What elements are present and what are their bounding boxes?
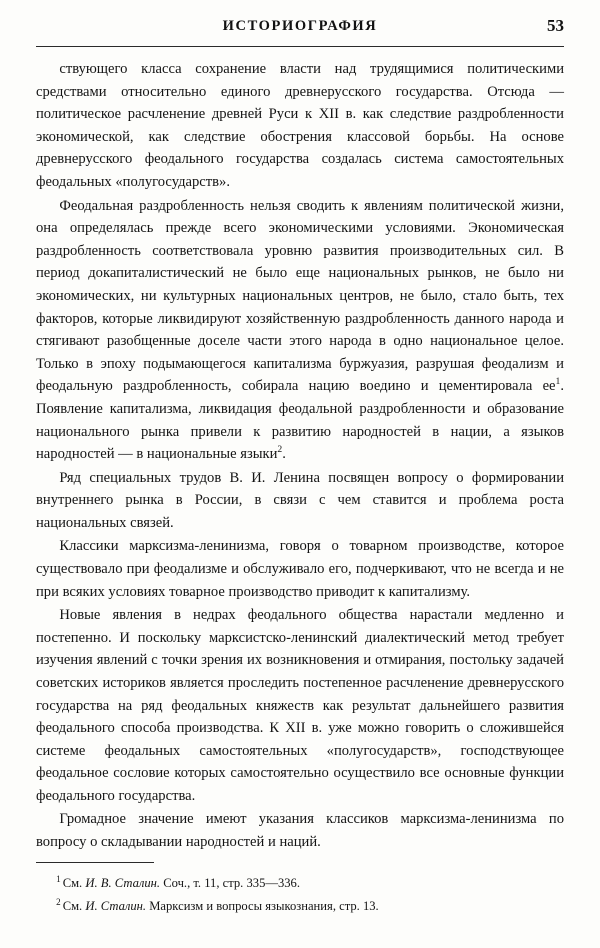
- paragraph-2-part-1: Феодальная раздробленность нельзя сводить к явлениям политической жизни, она определялась прежде всего экономическими условиями. Экономическая раздробленность соответствовала уровню развития производительных сил. В период докапиталистический не было еще национальных рынков, не было ни экономических, ни культурных национальных центров, не было, стало быть, тех факторов, которые ликвидируют хозяйственную раздробленность данного народа и стягивают разобщенные доселе части этого народа в одно национальное целое. Только в эпоху подымающегося капитализма буржуазия, разрушая феодализм и феодальную раздробленность, собирала нацию воедино и цементировала ее: [36, 197, 564, 395]
- paragraph-2-part-2: . Появление капитализма, ликвидация феодальной раздробленности и образование национального рынка привели к развитию народностей в нации, а языков народностей — в национальные языки: [36, 378, 564, 463]
- paragraph-1: ствующего класса сохранение власти над трудящимися политическими средствами относительно единого древнерусского государства. Отсюда — политическое расчленение древней Руси к XII в. как следствие раздробленности экономической, как следствие обострения классовой борьбы. На основе древнерусского феодального государства создалась система самостоятельных феодальных «полугосударств».: [36, 61, 564, 191]
- footnote-2: [36, 895, 564, 916]
- paragraph-6: Громадное значение имеют указания классиков марксизма-ленинизма по вопросу о складывании народностей и наций.: [36, 811, 564, 851]
- footnote-2-prefix: См.: [62, 899, 86, 914]
- footnotes-block: [36, 872, 564, 919]
- header-divider: [36, 46, 564, 47]
- footnote-divider: [36, 862, 154, 863]
- footnote-1: [36, 872, 564, 893]
- paragraph-5: Новые явления в недрах феодального общества нарастали медленно и постепенно. И поскольку марксистско-ленинский диалектический метод требует изучения явлений с точки зрения их возникновения и отмирания, постольку задачей советских историков является проследить постепенное расчленение древнерусского государства на ряд феодальных княжеств как результат дальнейшего развития феодального способа производства. К XII в. уже можно говорить о сложившейся системе феодальных самостоятельных «полугосударств», господствующее феодальное сословие которых самостоятельно осуществило все основные функции феодального государства.: [36, 607, 564, 804]
- footnote-1-marker: 1: [56, 874, 61, 884]
- body-text: [36, 58, 564, 855]
- running-head-title: ИСТОРИОГРАФИЯ: [222, 18, 378, 34]
- footnote-ref-1: 1: [555, 376, 561, 388]
- footnote-1-author: И. В. Сталин.: [85, 876, 161, 891]
- footnote-2-marker: 2: [56, 897, 61, 908]
- footnote-ref-2: 2: [277, 444, 283, 456]
- footnote-1-suffix: Соч., т. 11, стр. 335—336.: [160, 876, 301, 891]
- page-number: 53: [547, 16, 564, 35]
- paragraph-4: Классики марксизма-ленинизма, говоря о товарном производстве, которое существовало при феодализме и обслуживало его, подчеркивают, что не всегда и не при всяких условиях товарное производство приводит к капитализму.: [36, 538, 564, 600]
- paragraph-2: Феодальная раздробленность нельзя сводить к явлениям политической жизни, она определялась прежде всего экономическими условиями. Экономическая раздробленность соответствовала уровню развития производительных сил. В период докапиталистический не было еще национальных рынков, не было ни экономических, ни культурных национальных центров, не было, стало быть, тех факторов, которые ликвидируют хозяйственную раздробленность данного народа и стягивают разобщенные доселе части этого народа в одно национальное целое. Только в эпоху подымающегося капитализма буржуазия, разрушая феодализм и феодальную раздробленность, собирала нацию воедино и цементировала $ее^1$. Появление капитализма, ликвидация феодальной раздробленности и образование национального рынка привели к развитию народностей в нации, а языков народностей — в национальные языки$^2$.: [36, 197, 564, 463]
- paragraph-3: Ряд специальных трудов В. И. Ленина посвящен вопросу о формировании внутреннего рынка в России, в связи с чем ставится и проблема роста национальных связей.: [36, 469, 564, 531]
- footnote-2-author: И. Сталин.: [85, 899, 147, 914]
- footnote-2-suffix: Марксизм и вопросы языкознания, стр. 13.: [146, 899, 379, 914]
- footnote-1-prefix: См.: [62, 876, 86, 891]
- page-header: [36, 18, 564, 42]
